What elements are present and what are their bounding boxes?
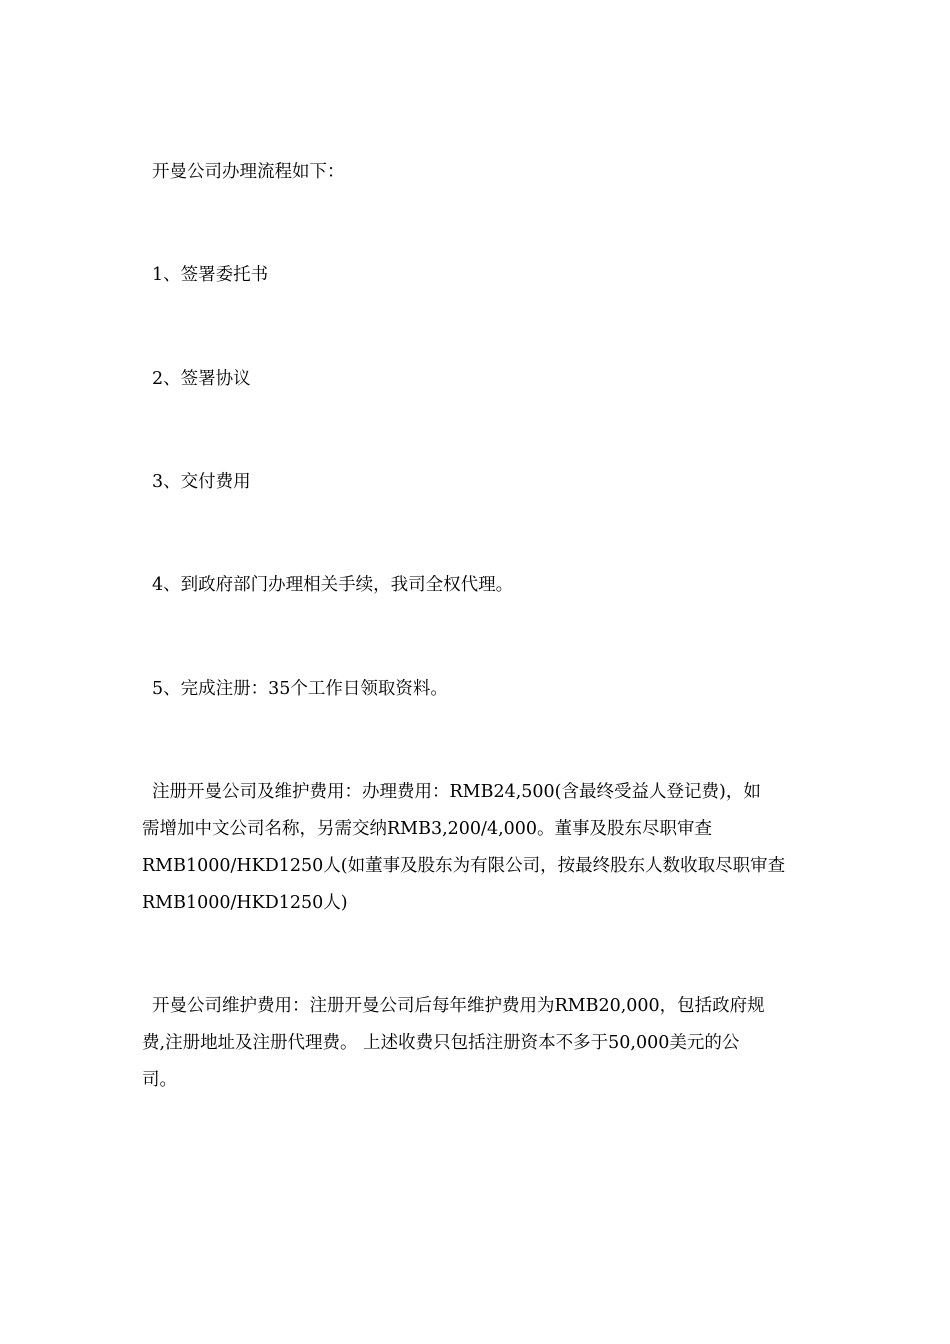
step-1: 1、签署委托书 <box>152 265 269 285</box>
intro-text: 开曼公司办理流程如下： <box>152 162 345 182</box>
step-4: 4、到政府部门办理相关手续，我司全权代理。 <box>152 575 514 595</box>
maintenance-fee-line: 费,注册地址及注册代理费。 上述收费只包括注册资本不多于50,000美元的公 <box>142 1033 740 1053</box>
maintenance-fee-paragraph <box>142 988 814 1099</box>
step-5: 5、完成注册：35个工作日领取资料。 <box>152 679 448 699</box>
registration-fee-line: 注册开曼公司及维护费用：办理费用：RMB24,500(含最终受益人登记费)，如 <box>152 782 761 802</box>
step-3: 3、交付费用 <box>152 472 251 492</box>
maintenance-fee-line: 开曼公司维护费用：注册开曼公司后每年维护费用为RMB20,000，包括政府规 <box>152 996 765 1016</box>
maintenance-fee-line: 司。 <box>142 1070 177 1090</box>
registration-fee-line: 需增加中文公司名称，另需交纳RMB3,200/4,000。董事及股东尽职审查 <box>142 819 713 839</box>
registration-fee-line: RMB1000/HKD1250人(如董事及股东为有限公司，按最终股东人数收取尽职审查 <box>142 856 786 876</box>
registration-fee-line: RMB1000/HKD1250人) <box>142 893 348 913</box>
registration-fee-paragraph <box>142 774 814 922</box>
step-2: 2、签署协议 <box>152 369 251 389</box>
